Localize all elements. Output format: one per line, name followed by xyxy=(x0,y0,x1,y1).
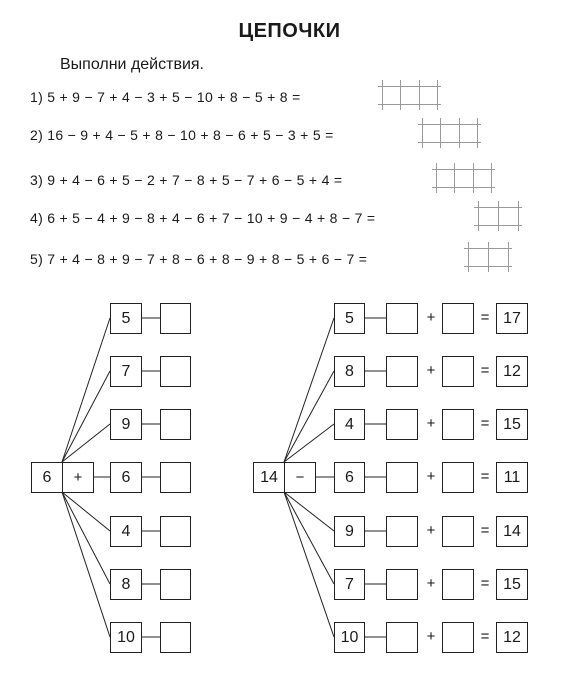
answer-box[interactable] xyxy=(160,516,191,547)
expression-row: 2) 16 − 9 + 4 − 5 + 8 − 10 + 8 − 6 + 5 − 3 + 5 = xyxy=(30,127,334,143)
answer-box[interactable] xyxy=(160,303,191,334)
fan-line xyxy=(284,371,334,462)
chain-number-box: 10 xyxy=(334,622,365,653)
instruction-text: Выполни действия. xyxy=(60,56,204,73)
expression-row: 5) 7 + 4 − 8 + 9 − 7 + 8 − 6 + 8 − 9 + 8 − 5 + 6 − 7 = xyxy=(30,251,368,267)
plus-sign: + xyxy=(426,362,436,379)
fan-line xyxy=(62,492,110,531)
fan-line xyxy=(62,371,110,462)
answer-box[interactable] xyxy=(160,622,191,653)
chain-number-box: 6 xyxy=(334,462,365,493)
plus-sign: + xyxy=(426,628,436,645)
fan-line xyxy=(62,424,110,462)
chain-operator: + xyxy=(62,462,94,493)
equals-sign: = xyxy=(480,309,490,326)
chain-number-box: 8 xyxy=(110,569,142,600)
chain-start-number: 6 xyxy=(31,462,63,493)
answer-box[interactable] xyxy=(160,462,191,493)
answer-box[interactable] xyxy=(442,303,474,334)
fan-line xyxy=(62,492,110,584)
chain-number-box: 6 xyxy=(110,462,142,493)
answer-box[interactable] xyxy=(386,516,418,547)
equals-sign: = xyxy=(480,468,490,485)
expression-row: 3) 9 + 4 − 6 + 5 − 2 + 7 − 8 + 5 − 7 + 6 − 5 + 4 = xyxy=(30,172,343,188)
answer-box[interactable] xyxy=(160,356,191,387)
plus-sign: + xyxy=(426,415,436,432)
chain-number-box: 4 xyxy=(110,516,142,547)
plus-sign: + xyxy=(426,309,436,326)
answer-box[interactable] xyxy=(160,409,191,440)
fan-line xyxy=(284,424,334,462)
chain-start-number: 14 xyxy=(253,462,285,493)
chain-number-box: 5 xyxy=(110,303,142,334)
equals-sign: = xyxy=(480,362,490,379)
expression-row: 4) 6 + 5 − 4 + 9 − 8 + 4 − 6 + 7 − 10 + 9 − 4 + 8 − 7 = xyxy=(30,210,376,226)
chain-number-box: 9 xyxy=(110,409,142,440)
plus-sign: + xyxy=(426,468,436,485)
answer-box[interactable] xyxy=(386,409,418,440)
chain-number-box: 10 xyxy=(110,622,142,653)
result-box: 12 xyxy=(496,356,528,387)
fan-line xyxy=(284,318,334,462)
plus-sign: + xyxy=(426,575,436,592)
result-box: 12 xyxy=(496,622,528,653)
answer-box[interactable] xyxy=(442,462,474,493)
answer-box[interactable] xyxy=(442,356,474,387)
fan-line xyxy=(62,318,110,462)
result-box: 17 xyxy=(496,303,528,334)
fan-line xyxy=(284,492,334,637)
answer-box[interactable] xyxy=(442,409,474,440)
result-box: 15 xyxy=(496,569,528,600)
answer-box[interactable] xyxy=(442,516,474,547)
answer-box[interactable] xyxy=(386,303,418,334)
equals-sign: = xyxy=(480,522,490,539)
answer-box[interactable] xyxy=(442,569,474,600)
expression-row: 1) 5 + 9 − 7 + 4 − 3 + 5 − 10 + 8 − 5 + 8 = xyxy=(30,89,301,105)
chain-number-box: 7 xyxy=(334,569,365,600)
chain-operator: − xyxy=(284,462,316,493)
answer-box[interactable] xyxy=(386,569,418,600)
equals-sign: = xyxy=(480,415,490,432)
answer-box[interactable] xyxy=(160,569,191,600)
fan-line xyxy=(284,492,334,584)
chain-number-box: 7 xyxy=(110,356,142,387)
fan-line xyxy=(62,492,110,637)
answer-box[interactable] xyxy=(442,622,474,653)
chain-number-box: 4 xyxy=(334,409,365,440)
page-title: ЦЕПОЧКИ xyxy=(238,20,341,42)
equals-sign: = xyxy=(480,575,490,592)
equals-sign: = xyxy=(480,628,490,645)
answer-box[interactable] xyxy=(386,622,418,653)
chain-number-box: 8 xyxy=(334,356,365,387)
chain-number-box: 9 xyxy=(334,516,365,547)
result-box: 15 xyxy=(496,409,528,440)
answer-box[interactable] xyxy=(386,356,418,387)
answer-box[interactable] xyxy=(386,462,418,493)
fan-line xyxy=(284,492,334,531)
chain-number-box: 5 xyxy=(334,303,365,334)
result-box: 11 xyxy=(496,462,528,493)
result-box: 14 xyxy=(496,516,528,547)
plus-sign: + xyxy=(426,522,436,539)
